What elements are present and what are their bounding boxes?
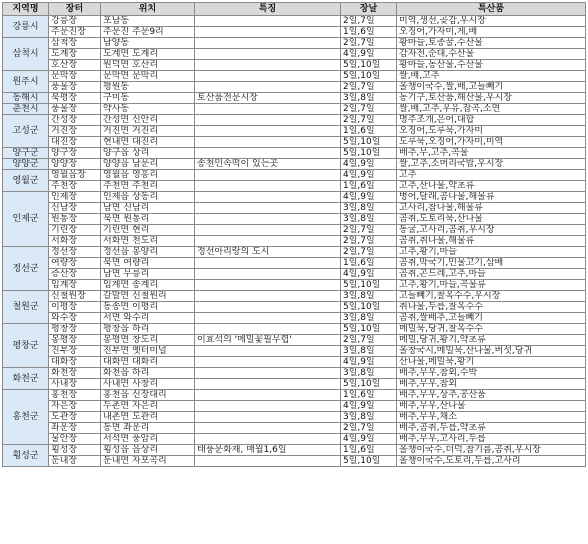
table-row bbox=[3, 82, 586, 93]
feature-cell bbox=[195, 390, 341, 401]
table-row bbox=[3, 27, 586, 38]
location-cell: 임계면 송계리 bbox=[101, 280, 195, 291]
location-cell: 도계면 도계리 bbox=[101, 49, 195, 60]
days-cell: 1일,6일 bbox=[341, 390, 397, 401]
products-cell: 배추,무우,산나물 bbox=[397, 401, 586, 412]
location-cell: 동면 좌운리 bbox=[101, 423, 195, 434]
table-row bbox=[3, 148, 586, 159]
market-cell: 호산장 bbox=[49, 60, 101, 71]
products-cell: 쌀,배,고추,우유,잡곡,소면 bbox=[397, 104, 586, 115]
location-cell: 간성면 신안리 bbox=[101, 115, 195, 126]
days-cell: 5일,10일 bbox=[341, 71, 397, 82]
feature-cell bbox=[195, 236, 341, 247]
products-cell: 고추,황기,마늘 bbox=[397, 247, 586, 258]
feature-cell bbox=[195, 269, 341, 280]
products-cell: 배추,곰취,두릅,약초류 bbox=[397, 423, 586, 434]
days-cell: 5일,10일 bbox=[341, 137, 397, 148]
products-cell: 쌀,배,고추 bbox=[397, 71, 586, 82]
table-row bbox=[3, 71, 586, 82]
location-cell: 양구읍 상리 bbox=[101, 148, 195, 159]
table-row bbox=[3, 258, 586, 269]
days-cell: 3일,8일 bbox=[341, 412, 397, 423]
feature-cell bbox=[195, 170, 341, 181]
products-cell: 메밀,당귀,황기,약초류 bbox=[397, 335, 586, 346]
feature-cell: 송천민속떡이 있는곳 bbox=[195, 159, 341, 170]
location-cell: 주문진 주문9리 bbox=[101, 27, 195, 38]
feature-cell bbox=[195, 302, 341, 313]
products-cell: 농기구,토산품,해산물,우시장 bbox=[397, 93, 586, 104]
days-cell: 5일,10일 bbox=[341, 324, 397, 335]
days-cell: 2일,7일 bbox=[341, 247, 397, 258]
days-cell: 3일,8일 bbox=[341, 346, 397, 357]
feature-cell: 토산품전문시장 bbox=[195, 93, 341, 104]
feature-cell bbox=[195, 313, 341, 324]
products-cell: 배추,무우,채소 bbox=[397, 412, 586, 423]
products-cell: 산나물,메밀묵,황기 bbox=[397, 357, 586, 368]
feature-cell bbox=[195, 291, 341, 302]
products-cell: 황마늘,토종꿀,수산물 bbox=[397, 38, 586, 49]
region-cell: 홍천군 bbox=[3, 390, 49, 445]
region-cell: 고성군 bbox=[3, 115, 49, 148]
market-cell: 영월읍장 bbox=[49, 170, 101, 181]
table-header-row bbox=[3, 3, 586, 16]
products-cell: 배추,무우,상추,공산품 bbox=[397, 390, 586, 401]
days-cell: 4일,9일 bbox=[341, 49, 397, 60]
days-cell: 1일,6일 bbox=[341, 27, 397, 38]
days-cell: 5일,10일 bbox=[341, 379, 397, 390]
market-cell: 여량장 bbox=[49, 258, 101, 269]
days-cell: 3일,8일 bbox=[341, 214, 397, 225]
products-cell: 배추,무우,참외,수박 bbox=[397, 368, 586, 379]
feature-cell bbox=[195, 16, 341, 27]
days-cell: 4일,9일 bbox=[341, 192, 397, 203]
days-cell: 2일,7일 bbox=[341, 236, 397, 247]
region-cell: 횡성군 bbox=[3, 445, 49, 467]
location-cell: 문막면 문막리 bbox=[101, 71, 195, 82]
location-cell: 포남동 bbox=[101, 16, 195, 27]
products-cell: 곰취,곤드레,고추,마늘 bbox=[397, 269, 586, 280]
region-cell: 강릉시 bbox=[3, 16, 49, 38]
feature-cell bbox=[195, 214, 341, 225]
feature-cell bbox=[195, 379, 341, 390]
table-row bbox=[3, 280, 586, 291]
location-cell: 현내면 대진리 bbox=[101, 137, 195, 148]
feature-cell bbox=[195, 192, 341, 203]
market-cell: 신남장 bbox=[49, 203, 101, 214]
table-row bbox=[3, 192, 586, 203]
table-row bbox=[3, 159, 586, 170]
days-cell: 3일,8일 bbox=[341, 203, 397, 214]
table-row bbox=[3, 38, 586, 49]
days-cell: 5일,10일 bbox=[341, 60, 397, 71]
location-cell: 횡성읍 읍상리 bbox=[101, 445, 195, 456]
products-cell: 황마늘,농산물,수산물 bbox=[397, 60, 586, 71]
market-cell: 문막장 bbox=[49, 71, 101, 82]
table-row bbox=[3, 357, 586, 368]
location-cell: 원덕면 호산리 bbox=[101, 60, 195, 71]
feature-cell bbox=[195, 49, 341, 60]
market-cell: 기린장 bbox=[49, 225, 101, 236]
feature-cell bbox=[195, 115, 341, 126]
table-row bbox=[3, 346, 586, 357]
header-days: 장날 bbox=[341, 3, 397, 16]
days-cell: 1일,6일 bbox=[341, 258, 397, 269]
days-cell: 1일,6일 bbox=[341, 126, 397, 137]
days-cell: 5일,10일 bbox=[341, 456, 397, 467]
feature-cell bbox=[195, 71, 341, 82]
market-cell: 홍천장 bbox=[49, 390, 101, 401]
location-cell: 북면 원통리 bbox=[101, 214, 195, 225]
header-market: 장터 bbox=[49, 3, 101, 16]
region-cell: 양구군 bbox=[3, 148, 49, 159]
products-cell: 쌀,고추,소머리국밥,우시장 bbox=[397, 159, 586, 170]
table-row bbox=[3, 335, 586, 346]
market-cell: 와수장 bbox=[49, 313, 101, 324]
location-cell: 인제읍 상동리 bbox=[101, 192, 195, 203]
market-cell: 원통장 bbox=[49, 214, 101, 225]
location-cell: 남양동 bbox=[101, 38, 195, 49]
market-cell: 좌운장 bbox=[49, 423, 101, 434]
header-products: 특산품 bbox=[397, 3, 586, 16]
market-cell: 거진장 bbox=[49, 126, 101, 137]
location-cell: 봉평면 창도리 bbox=[101, 335, 195, 346]
table-row bbox=[3, 225, 586, 236]
table-row bbox=[3, 291, 586, 302]
location-cell: 서석면 풍암리 bbox=[101, 434, 195, 445]
table-row bbox=[3, 214, 586, 225]
days-cell: 4일,9일 bbox=[341, 269, 397, 280]
feature-cell: 정선아리랑의 도시 bbox=[195, 247, 341, 258]
feature-cell bbox=[195, 225, 341, 236]
market-cell: 증산장 bbox=[49, 269, 101, 280]
region-cell: 정선군 bbox=[3, 247, 49, 291]
market-cell: 양구장 bbox=[49, 148, 101, 159]
market-cell: 대진장 bbox=[49, 137, 101, 148]
feature-cell bbox=[195, 148, 341, 159]
location-cell: 화천읍 하리 bbox=[101, 368, 195, 379]
feature-cell bbox=[195, 258, 341, 269]
location-cell: 동송면 이평리 bbox=[101, 302, 195, 313]
feature-cell bbox=[195, 346, 341, 357]
market-cell: 강릉장 bbox=[49, 16, 101, 27]
days-cell: 4일,9일 bbox=[341, 357, 397, 368]
products-cell: 곰취,취나물,해물류 bbox=[397, 236, 586, 247]
table-row bbox=[3, 423, 586, 434]
region-cell: 인제군 bbox=[3, 192, 49, 247]
market-cell: 주문진장 bbox=[49, 27, 101, 38]
market-cell: 화천장 bbox=[49, 368, 101, 379]
products-cell: 동굴,고사리,곰취,우시장 bbox=[397, 225, 586, 236]
market-cell: 이평장 bbox=[49, 302, 101, 313]
days-cell: 2일,7일 bbox=[341, 16, 397, 27]
header-feature: 특징 bbox=[195, 3, 341, 16]
products-cell: 배추,무우,참외 bbox=[397, 379, 586, 390]
products-cell: 명주조개,은어,대합 bbox=[397, 115, 586, 126]
table-row bbox=[3, 434, 586, 445]
region-cell: 춘천시 bbox=[3, 104, 49, 115]
days-cell: 5일,10일 bbox=[341, 280, 397, 291]
products-cell: 배추,무,고추,곡물 bbox=[397, 148, 586, 159]
products-cell: 병어,달래,곰나물,해물류 bbox=[397, 192, 586, 203]
region-cell: 원주시 bbox=[3, 71, 49, 93]
feature-cell bbox=[195, 60, 341, 71]
days-cell: 3일,8일 bbox=[341, 93, 397, 104]
location-cell: 서면 와수리 bbox=[101, 313, 195, 324]
location-cell: 약사동 bbox=[101, 104, 195, 115]
days-cell: 2일,7일 bbox=[341, 104, 397, 115]
location-cell: 내촌면 도관리 bbox=[101, 412, 195, 423]
days-cell: 4일,9일 bbox=[341, 159, 397, 170]
location-cell: 영월읍 영흥리 bbox=[101, 170, 195, 181]
table-row bbox=[3, 115, 586, 126]
products-cell: 고추,황기,마늘,곡물류 bbox=[397, 280, 586, 291]
region-cell: 영월군 bbox=[3, 170, 49, 192]
feature-cell bbox=[195, 104, 341, 115]
market-table bbox=[2, 2, 586, 467]
market-cell: 양양장 bbox=[49, 159, 101, 170]
days-cell: 3일,8일 bbox=[341, 291, 397, 302]
days-cell: 4일,9일 bbox=[341, 401, 397, 412]
table-row bbox=[3, 126, 586, 137]
table-row bbox=[3, 302, 586, 313]
market-cell: 봉평장 bbox=[49, 335, 101, 346]
days-cell: 2일,7일 bbox=[341, 423, 397, 434]
table-row bbox=[3, 445, 586, 456]
location-cell: 홍천읍 신장대리 bbox=[101, 390, 195, 401]
market-cell: 도관장 bbox=[49, 412, 101, 423]
products-cell: 오징어,가자미,게,배 bbox=[397, 27, 586, 38]
days-cell: 2일,7일 bbox=[341, 82, 397, 93]
location-cell: 평창읍 하리 bbox=[101, 324, 195, 335]
days-cell: 2일,7일 bbox=[341, 38, 397, 49]
region-cell: 철원군 bbox=[3, 291, 49, 324]
table-row bbox=[3, 203, 586, 214]
products-cell: 오징어,도루묵,가자미 bbox=[397, 126, 586, 137]
feature-cell bbox=[195, 456, 341, 467]
table-row bbox=[3, 368, 586, 379]
table-row bbox=[3, 16, 586, 27]
days-cell: 2일,7일 bbox=[341, 115, 397, 126]
market-cell: 자은장 bbox=[49, 401, 101, 412]
table-row bbox=[3, 49, 586, 60]
market-cell: 임계장 bbox=[49, 280, 101, 291]
feature-cell bbox=[195, 203, 341, 214]
location-cell: 두촌면 자은리 bbox=[101, 401, 195, 412]
days-cell: 2일,7일 bbox=[341, 225, 397, 236]
products-cell: 미역,생선,곶감,우시장 bbox=[397, 16, 586, 27]
table-row bbox=[3, 60, 586, 71]
table-row bbox=[3, 456, 586, 467]
market-cell: 북평장 bbox=[49, 93, 101, 104]
feature-cell: 태풍문화재, 매월1,6일 bbox=[195, 445, 341, 456]
market-table-container bbox=[2, 2, 585, 467]
market-cell: 풍물장 bbox=[49, 82, 101, 93]
products-cell: 올챙이국수,쌀,배,고들빼기 bbox=[397, 82, 586, 93]
market-cell: 정선장 bbox=[49, 247, 101, 258]
products-cell: 곰취,쌀배추,고들빼기 bbox=[397, 313, 586, 324]
market-cell: 주천장 bbox=[49, 181, 101, 192]
products-cell: 올챙이국수,더덕,참기름,곰취,우시장 bbox=[397, 445, 586, 456]
location-cell: 정선읍 봉양리 bbox=[101, 247, 195, 258]
feature-cell bbox=[195, 280, 341, 291]
feature-cell bbox=[195, 82, 341, 93]
days-cell: 2일,7일 bbox=[341, 335, 397, 346]
table-row bbox=[3, 390, 586, 401]
feature-cell bbox=[195, 401, 341, 412]
days-cell: 4일,9일 bbox=[341, 434, 397, 445]
market-cell: 인제장 bbox=[49, 192, 101, 203]
location-cell: 진부면 옛터미널 bbox=[101, 346, 195, 357]
feature-cell bbox=[195, 357, 341, 368]
market-cell: 대화장 bbox=[49, 357, 101, 368]
table-body bbox=[3, 16, 586, 467]
products-cell: 취나물,두릅,찰옥수수 bbox=[397, 302, 586, 313]
market-cell: 신철원장 bbox=[49, 291, 101, 302]
location-cell: 사내면 사창리 bbox=[101, 379, 195, 390]
header-region: 지역명 bbox=[3, 3, 49, 16]
table-row bbox=[3, 93, 586, 104]
table-row bbox=[3, 236, 586, 247]
location-cell: 주천면 주천리 bbox=[101, 181, 195, 192]
location-cell: 남면 무릉리 bbox=[101, 269, 195, 280]
feature-cell bbox=[195, 434, 341, 445]
location-cell: 구미동 bbox=[101, 93, 195, 104]
market-cell: 평창장 bbox=[49, 324, 101, 335]
products-cell: 올챙이국수,도토리,두릅,고사리 bbox=[397, 456, 586, 467]
days-cell: 5일,10일 bbox=[341, 148, 397, 159]
feature-cell bbox=[195, 368, 341, 379]
market-cell: 서화장 bbox=[49, 236, 101, 247]
market-cell: 물안장 bbox=[49, 434, 101, 445]
products-cell: 곰취,막국기,민물고기,삼배 bbox=[397, 258, 586, 269]
market-cell: 풍물장 bbox=[49, 104, 101, 115]
products-cell: 배추,무우,고사리,두릅 bbox=[397, 434, 586, 445]
region-cell: 삼척시 bbox=[3, 38, 49, 71]
days-cell: 4일,9일 bbox=[341, 170, 397, 181]
days-cell: 3일,8일 bbox=[341, 313, 397, 324]
feature-cell bbox=[195, 324, 341, 335]
products-cell: 고들빼기,찰옥수수,우시장 bbox=[397, 291, 586, 302]
feature-cell bbox=[195, 412, 341, 423]
table-row bbox=[3, 181, 586, 192]
days-cell: 3일,8일 bbox=[341, 368, 397, 379]
region-cell: 평창군 bbox=[3, 324, 49, 368]
table-row bbox=[3, 269, 586, 280]
location-cell: 평원동 bbox=[101, 82, 195, 93]
feature-cell bbox=[195, 126, 341, 137]
days-cell: 1일,6일 bbox=[341, 181, 397, 192]
products-cell: 곰취,도토리묵,산나물 bbox=[397, 214, 586, 225]
products-cell: 고사리,참나물,해물류 bbox=[397, 203, 586, 214]
feature-cell: 이효석의 '메밀꽃필무렵' bbox=[195, 335, 341, 346]
location-cell: 갈말면 신철원리 bbox=[101, 291, 195, 302]
table-row bbox=[3, 401, 586, 412]
region-cell: 동해시 bbox=[3, 93, 49, 104]
table-row bbox=[3, 104, 586, 115]
table-row bbox=[3, 137, 586, 148]
location-cell: 둔내면 자포곡리 bbox=[101, 456, 195, 467]
days-cell: 1일,6일 bbox=[341, 445, 397, 456]
market-cell: 도계장 bbox=[49, 49, 101, 60]
table-row bbox=[3, 379, 586, 390]
feature-cell bbox=[195, 137, 341, 148]
products-cell: 감자전,순대,수산물 bbox=[397, 49, 586, 60]
market-cell: 삼척장 bbox=[49, 38, 101, 49]
products-cell: 메밀묵,당귀,찰옥수수 bbox=[397, 324, 586, 335]
products-cell: 고추 bbox=[397, 170, 586, 181]
table-row bbox=[3, 247, 586, 258]
location-cell: 기린면 현리 bbox=[101, 225, 195, 236]
feature-cell bbox=[195, 27, 341, 38]
location-cell: 거진면 거진리 bbox=[101, 126, 195, 137]
products-cell: 도루묵,오징어,가자미,미역 bbox=[397, 137, 586, 148]
products-cell: 고추,산나물,약초류 bbox=[397, 181, 586, 192]
market-cell: 간성장 bbox=[49, 115, 101, 126]
location-cell: 서화면 천도리 bbox=[101, 236, 195, 247]
header-location: 위치 bbox=[101, 3, 195, 16]
table-row bbox=[3, 170, 586, 181]
region-cell: 화천군 bbox=[3, 368, 49, 390]
location-cell: 남면 신남리 bbox=[101, 203, 195, 214]
feature-cell bbox=[195, 423, 341, 434]
feature-cell bbox=[195, 38, 341, 49]
market-cell: 사내장 bbox=[49, 379, 101, 390]
feature-cell bbox=[195, 181, 341, 192]
table-row bbox=[3, 324, 586, 335]
days-cell: 5일,10일 bbox=[341, 302, 397, 313]
table-row bbox=[3, 313, 586, 324]
region-cell: 양양군 bbox=[3, 159, 49, 170]
location-cell: 북면 여량리 bbox=[101, 258, 195, 269]
market-cell: 둔내장 bbox=[49, 456, 101, 467]
location-cell: 대화면 대화리 bbox=[101, 357, 195, 368]
market-cell: 진부장 bbox=[49, 346, 101, 357]
location-cell: 양양읍 남문리 bbox=[101, 159, 195, 170]
market-cell: 횡성장 bbox=[49, 445, 101, 456]
products-cell: 올창국시,메밀묵,산나물,버섯,당귀 bbox=[397, 346, 586, 357]
table-row bbox=[3, 412, 586, 423]
